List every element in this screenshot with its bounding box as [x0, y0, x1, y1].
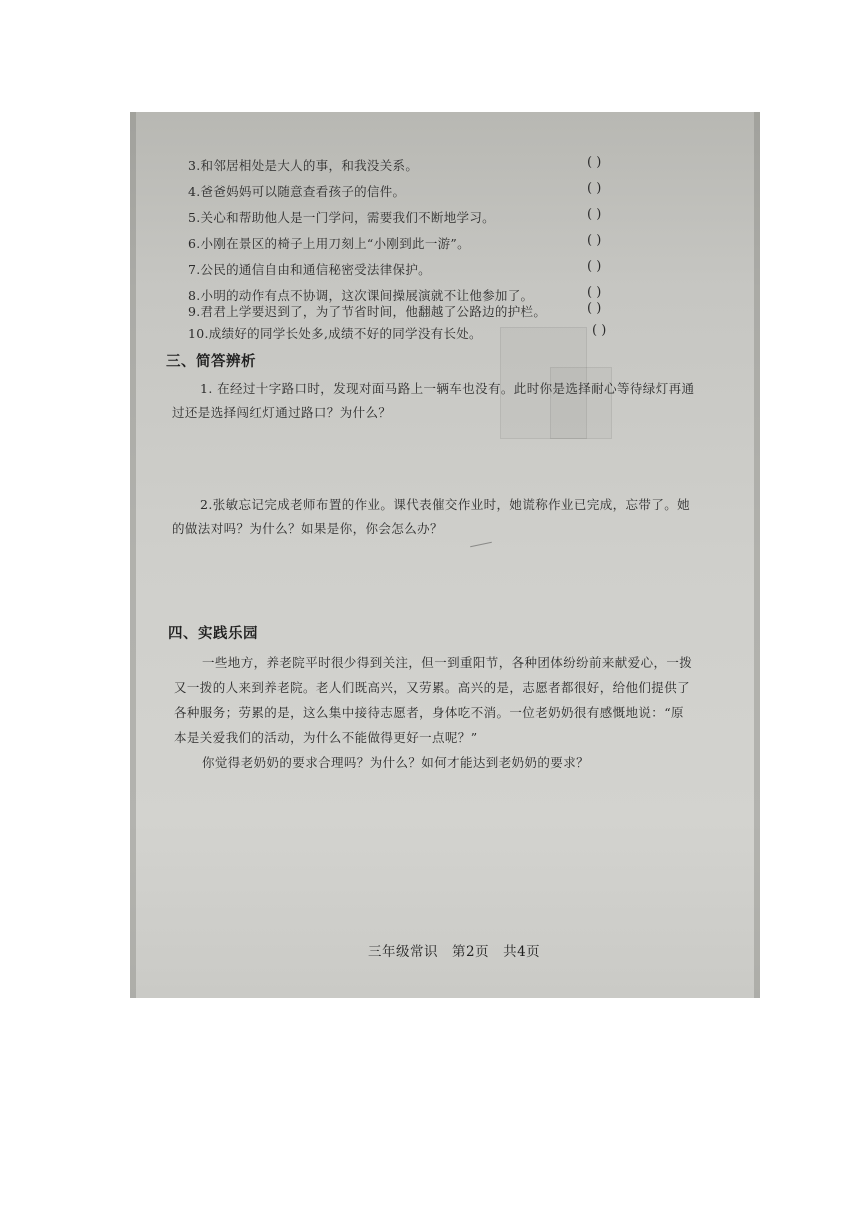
question-1-line-1: 1. 在经过十字路口时，发现对面马路上一辆车也没有。此时你是选择耐心等待绿灯再通 — [200, 381, 695, 396]
tf-item-6: 6.小刚在景区的椅子上用刀刻上“小刚到此一游”。 — [188, 236, 470, 251]
passage-line-4: 本是关爱我们的活动，为什么不能做得更好一点呢？” — [174, 730, 478, 745]
section-4-heading: 四、实践乐园 — [168, 625, 258, 642]
page-left-shadow — [130, 112, 136, 998]
tf-item-8: 8.小明的动作有点不协调，这次课间操展演就不让他参加了。 — [188, 288, 534, 303]
section-3-heading: 三、简答辨析 — [166, 353, 256, 370]
answer-blank-10[interactable]: ( ) — [592, 323, 607, 338]
answer-blank-3[interactable]: ( ) — [587, 155, 602, 170]
answer-blank-5[interactable]: ( ) — [587, 207, 602, 222]
question-2-line-2: 的做法对吗？为什么？如果是你，你会怎么办？ — [172, 521, 443, 536]
question-2-line-1: 2.张敏忘记完成老师布置的作业。课代表催交作业时，她谎称作业已完成，忘带了。她 — [200, 497, 691, 512]
answer-blank-4[interactable]: ( ) — [587, 181, 602, 196]
page-right-shadow — [754, 112, 760, 998]
page-footer: 三年级常识 第2页 共4页 — [368, 944, 541, 960]
tf-item-7: 7.公民的通信自由和通信秘密受法律保护。 — [188, 262, 431, 277]
answer-blank-6[interactable]: ( ) — [587, 233, 602, 248]
tf-item-3: 3.和邻居相处是大人的事，和我没关系。 — [188, 158, 419, 173]
tf-item-4: 4.爸爸妈妈可以随意查看孩子的信件。 — [188, 184, 406, 199]
answer-blank-8[interactable]: ( ) — [587, 285, 602, 300]
tf-item-9: 9.君君上学要迟到了，为了节省时间，他翻越了公路边的护栏。 — [188, 304, 547, 319]
passage-line-2: 又一拨的人来到养老院。老人们既高兴，又劳累。高兴的是，志愿者都很好，给他们提供了 — [174, 680, 691, 695]
passage-line-3: 各种服务；劳累的是，这么集中接待志愿者，身体吃不消。一位老奶奶很有感慨地说：“原 — [174, 705, 684, 720]
question-1-line-2: 过还是选择闯红灯通过路口？为什么？ — [172, 405, 392, 420]
tf-item-10: 10.成绩好的同学长处多,成绩不好的同学没有长处。 — [188, 326, 482, 341]
tf-item-5: 5.关心和帮助他人是一门学问，需要我们不断地学习。 — [188, 210, 495, 225]
answer-blank-7[interactable]: ( ) — [587, 259, 602, 274]
bleed-through-mark — [550, 367, 612, 439]
passage-line-1: 一些地方，养老院平时很少得到关注，但一到重阳节，各种团体纷纷前来献爱心，一拨 — [202, 655, 693, 670]
photographed-page — [130, 112, 760, 998]
answer-blank-9[interactable]: ( ) — [587, 301, 602, 316]
pen-mark — [470, 542, 492, 548]
practice-question: 你觉得老奶奶的要求合理吗？为什么？如何才能达到老奶奶的要求？ — [202, 755, 590, 770]
